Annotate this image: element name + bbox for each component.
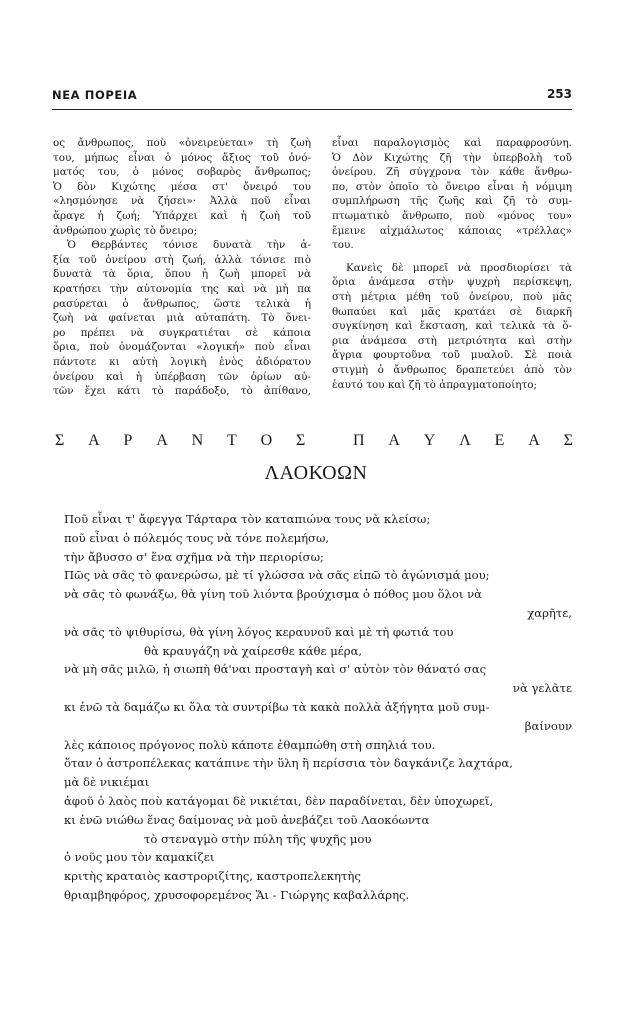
text-line: ὅρια, ποὺ ὀνομάζονται «λογική» ποὺ εἶναι <box>53 341 311 354</box>
text-line: πο, στὸν ὁποῖο τὸ ὄνειρο εἶναι ἡ νόμιμη <box>332 180 572 193</box>
poem-line: νὰ μὴ σᾶς μιλῶ, ἡ σιωπὴ θά'ναι προσταγὴ καὶ σ' αὐτὸν τὸν θάνατό σας <box>64 662 487 677</box>
text-line: ξία τοῦ ὀνείρου στὴ ζωή, ἀλλὰ τόνισε πιὸ <box>53 253 311 266</box>
essay-right-column <box>332 136 572 392</box>
essay-left-column <box>53 136 311 399</box>
text-line: δυνατὰ τὰ ὅρια, ὅπου ἡ ζωὴ μπορεῖ νὰ <box>53 268 311 281</box>
author-letter: Α <box>388 432 400 449</box>
poem-line: ποῦ εἶναι ὁ πόλεμός τους νὰ τόνε πολεμήσω, <box>64 530 330 545</box>
text-line: ἔμεινε αἰχμάλωτος κάποιας «τρέλλας» <box>332 224 572 237</box>
header-rule <box>52 109 572 110</box>
poem-line: νὰ γελᾶτε <box>512 681 572 696</box>
text-line: συγκίνηση καὶ ἔκσταση, καὶ τελικὰ τὰ ὅ- <box>332 320 572 333</box>
text-line: ἄγρια φουρτοῦνα τοῦ μυαλοῦ. Σὲ ποιὰ <box>332 349 572 362</box>
text-line: ζωὴ νὰ φαίνεται μιὰ αὐταπάτη. Τὸ ὄνει- <box>53 312 311 325</box>
text-line: συμπλήρωση τῆς ζωῆς καὶ ζῆ τὸ συμ- <box>332 195 572 208</box>
poem-line: ὅταν ὁ ἀστροπέλεκας κατάπινε τὴν ὕλη ἢ περίσσια τὸν δαγκάνιζε λαχτάρα, <box>64 756 513 771</box>
poem-line: θὰ κραυγάζη νὰ χαίρεσθε κάθε μέρα, <box>144 643 363 658</box>
author-letter: Σ <box>55 432 65 449</box>
text-line: ρο πρέπει νὰ συγκρατιέται σὲ κάποια <box>53 326 311 339</box>
text-line: τῶν ἔχει κάτι τὸ παράδοξο, τὸ ἀπίθανο, <box>53 385 311 398</box>
author-letter: Α <box>528 432 540 449</box>
text-line: ος ἄνθρωπος, ποὺ «ὀνειρεύεται» τὴ ζωὴ <box>53 137 311 149</box>
author-letter: Τ <box>227 432 237 449</box>
text-line: Ὁ Θερβάντες τόνισε δυνατὰ τὴν ἀ- <box>67 239 311 252</box>
poem-line: νὰ σᾶς τὸ ψιθυρίσω, θὰ γίνη λόγος κεραυνοῦ καὶ μὲ τὴ φωτιά του <box>64 624 454 639</box>
paragraph-gap <box>332 253 572 261</box>
text-line: ἄραγε ἡ ζωή; Ὑπάρχει καὶ ἡ ζωὴ τοῦ <box>53 209 311 222</box>
text-line: ματός του, ὁ μόνος σοβαρὸς ἄνθρωπος; <box>53 166 311 179</box>
journal-title: ΝΕΑ ΠΟΡΕΙΑ <box>52 88 138 102</box>
poem-line: ἀφοῦ ὁ λαὸς ποὺ κατάγομαι δὲ νικιέται, δὲν παραδίνεται, δὲν ὑποχωρεῖ, <box>64 793 494 808</box>
text-line: ρασύρεται ὁ ἄνθρωπος, ὥστε τελικὰ ἡ <box>53 297 311 310</box>
page-number: 253 <box>546 87 572 101</box>
poem-line: Πῶς νὰ σᾶς τὸ φανερώσω, μὲ τί γλώσσα νὰ σᾶς εἰπῶ τὸ ἀγώνισμά μου; <box>64 568 490 583</box>
poem-line: ὁ νοῦς μου τὸν καμακίζει <box>64 850 215 865</box>
poem-line: χαρῆτε, <box>527 605 572 620</box>
poem-line: κι ἐνῶ νιώθω ἕνας δαίμονας νὰ μοῦ ἀνεβάζει τοῦ Λαοκόωντα <box>64 812 430 827</box>
author-letter: Ν <box>191 432 204 449</box>
text-line: του, μήπως εἶναι ὁ μόνος ἄξιος τοῦ ὀνό- <box>53 151 311 164</box>
poem-title: ΛΑΟΚΟΩΝ <box>264 462 368 484</box>
poem-line: μὰ δὲ νικιέμαι <box>64 775 150 790</box>
text-line: πτωματικὸ ἄνθρωπο, ποὺ «μόνος του» <box>332 209 572 222</box>
text-line: ἀνθρώπου χωρὶς τὸ ὄνειρο; <box>53 224 198 237</box>
poem-line: κριτὴς κραταιὸς καστροριζίτης, καστροπελεκητὴς <box>64 869 361 884</box>
text-line: πάντοτε κι αὐτὴ λογικὴ ἑνὸς ἀδιόρατου <box>53 355 311 368</box>
text-line: κρατήσει τὴν αὐτονομία της καὶ νὰ μὴ πα <box>53 282 311 295</box>
author-letter: Λ <box>459 432 471 449</box>
text-line: «λησμόνησε νὰ ζήσει»· Ἀλλὰ ποῦ εἶναι <box>53 195 311 208</box>
text-line: Ὁ Δὸν Κιχώτης ζῆ τὴν ὑπερβολὴ τοῦ <box>332 151 572 164</box>
text-line: στιγμὴ ὁ ἄνθρωπος δραπετεύει ἀπὸ τὸν <box>332 363 572 376</box>
running-header <box>52 88 572 108</box>
poem-line: Ποῦ εἶναι τ' ἄφεγγα Τάρταρα τὸν καταπιώνα τους νὰ κλείσω; <box>64 512 431 526</box>
author-letter: Υ <box>423 432 436 449</box>
text-line: θωπαύει καὶ μᾶς κρατάει σὲ διαρκῆ <box>332 305 572 318</box>
author-name <box>55 432 573 450</box>
author-letter: Α <box>88 432 100 449</box>
poem-line: λὲς κάποιος πρόγονος πολὺ κάποτε ἐθαμπώθη στὴ σπηλιά του. <box>64 737 436 752</box>
text-line: Κανεὶς δὲ μπορεῖ νὰ προσδιορίσει τὰ <box>346 261 572 274</box>
text-line: ρια ἀνάμεσα στὴ μετριότητα καὶ στὴν <box>332 334 572 347</box>
text-line: ἑαυτό του καὶ ζῆ τὸ ἀπραγματοποίητο; <box>332 378 538 391</box>
text-line: ὀνείρου. Ζῆ σύγχρονα τὸν κάθε ἄνθρω- <box>332 166 572 179</box>
author-letter: Π <box>353 432 365 449</box>
author-letter: Σ <box>563 432 573 449</box>
text-line: ὀνείρου καὶ ἡ ὑπέρβαση τῶν ὁρίων αὐ- <box>53 370 311 383</box>
poem-line: τὴν ἄβυσσο σ' ἕνα σχῆμα νὰ τὴν περιορίσω; <box>64 549 324 564</box>
poem-line: βαίνουν <box>524 718 572 733</box>
poem-line: νὰ σᾶς τὸ φωνάξω, θὰ γίνη τοῦ λιόντα βρούχισμα ὁ πόθος μου ὅλοι νὰ <box>64 587 482 602</box>
author-letter: Σ <box>296 432 306 449</box>
poem-line: θριαμβηφόρος, χρυσοφορεμένος Ἅι - Γιώργης καβαλλάρης. <box>64 887 410 902</box>
author-letter: Α <box>156 432 168 449</box>
text-line: εἶναι παραλογισμὸς καὶ παραφροσύνη. <box>332 137 572 149</box>
text-line: του. <box>332 239 354 252</box>
poem-body <box>64 510 572 905</box>
text-line: ὅρια ἀνάμεσα στὴν ψυχρὴ περίσκεψη, <box>332 276 572 289</box>
poem-line: κι ἐνῶ τὰ δαμάζω κι ὅλα τὰ συντρίβω τὰ κακὰ πολλὰ ἀξήγητα μοῦ συμ- <box>64 699 490 714</box>
text-line: Ὁ δὸν Κιχώτης μέσα στ' ὄνειρό του <box>53 180 311 193</box>
author-letter: Ρ <box>123 432 133 449</box>
author-letter: Ε <box>494 432 505 449</box>
poem-line: τὸ στεναγμὸ στὴν πύλη τῆς ψυχῆς μου <box>144 831 372 846</box>
text-line: στὴ μέτρια μέθη τοῦ ὀνείρου, ποὺ μᾶς <box>332 290 572 303</box>
author-letter: Ο <box>260 432 273 449</box>
